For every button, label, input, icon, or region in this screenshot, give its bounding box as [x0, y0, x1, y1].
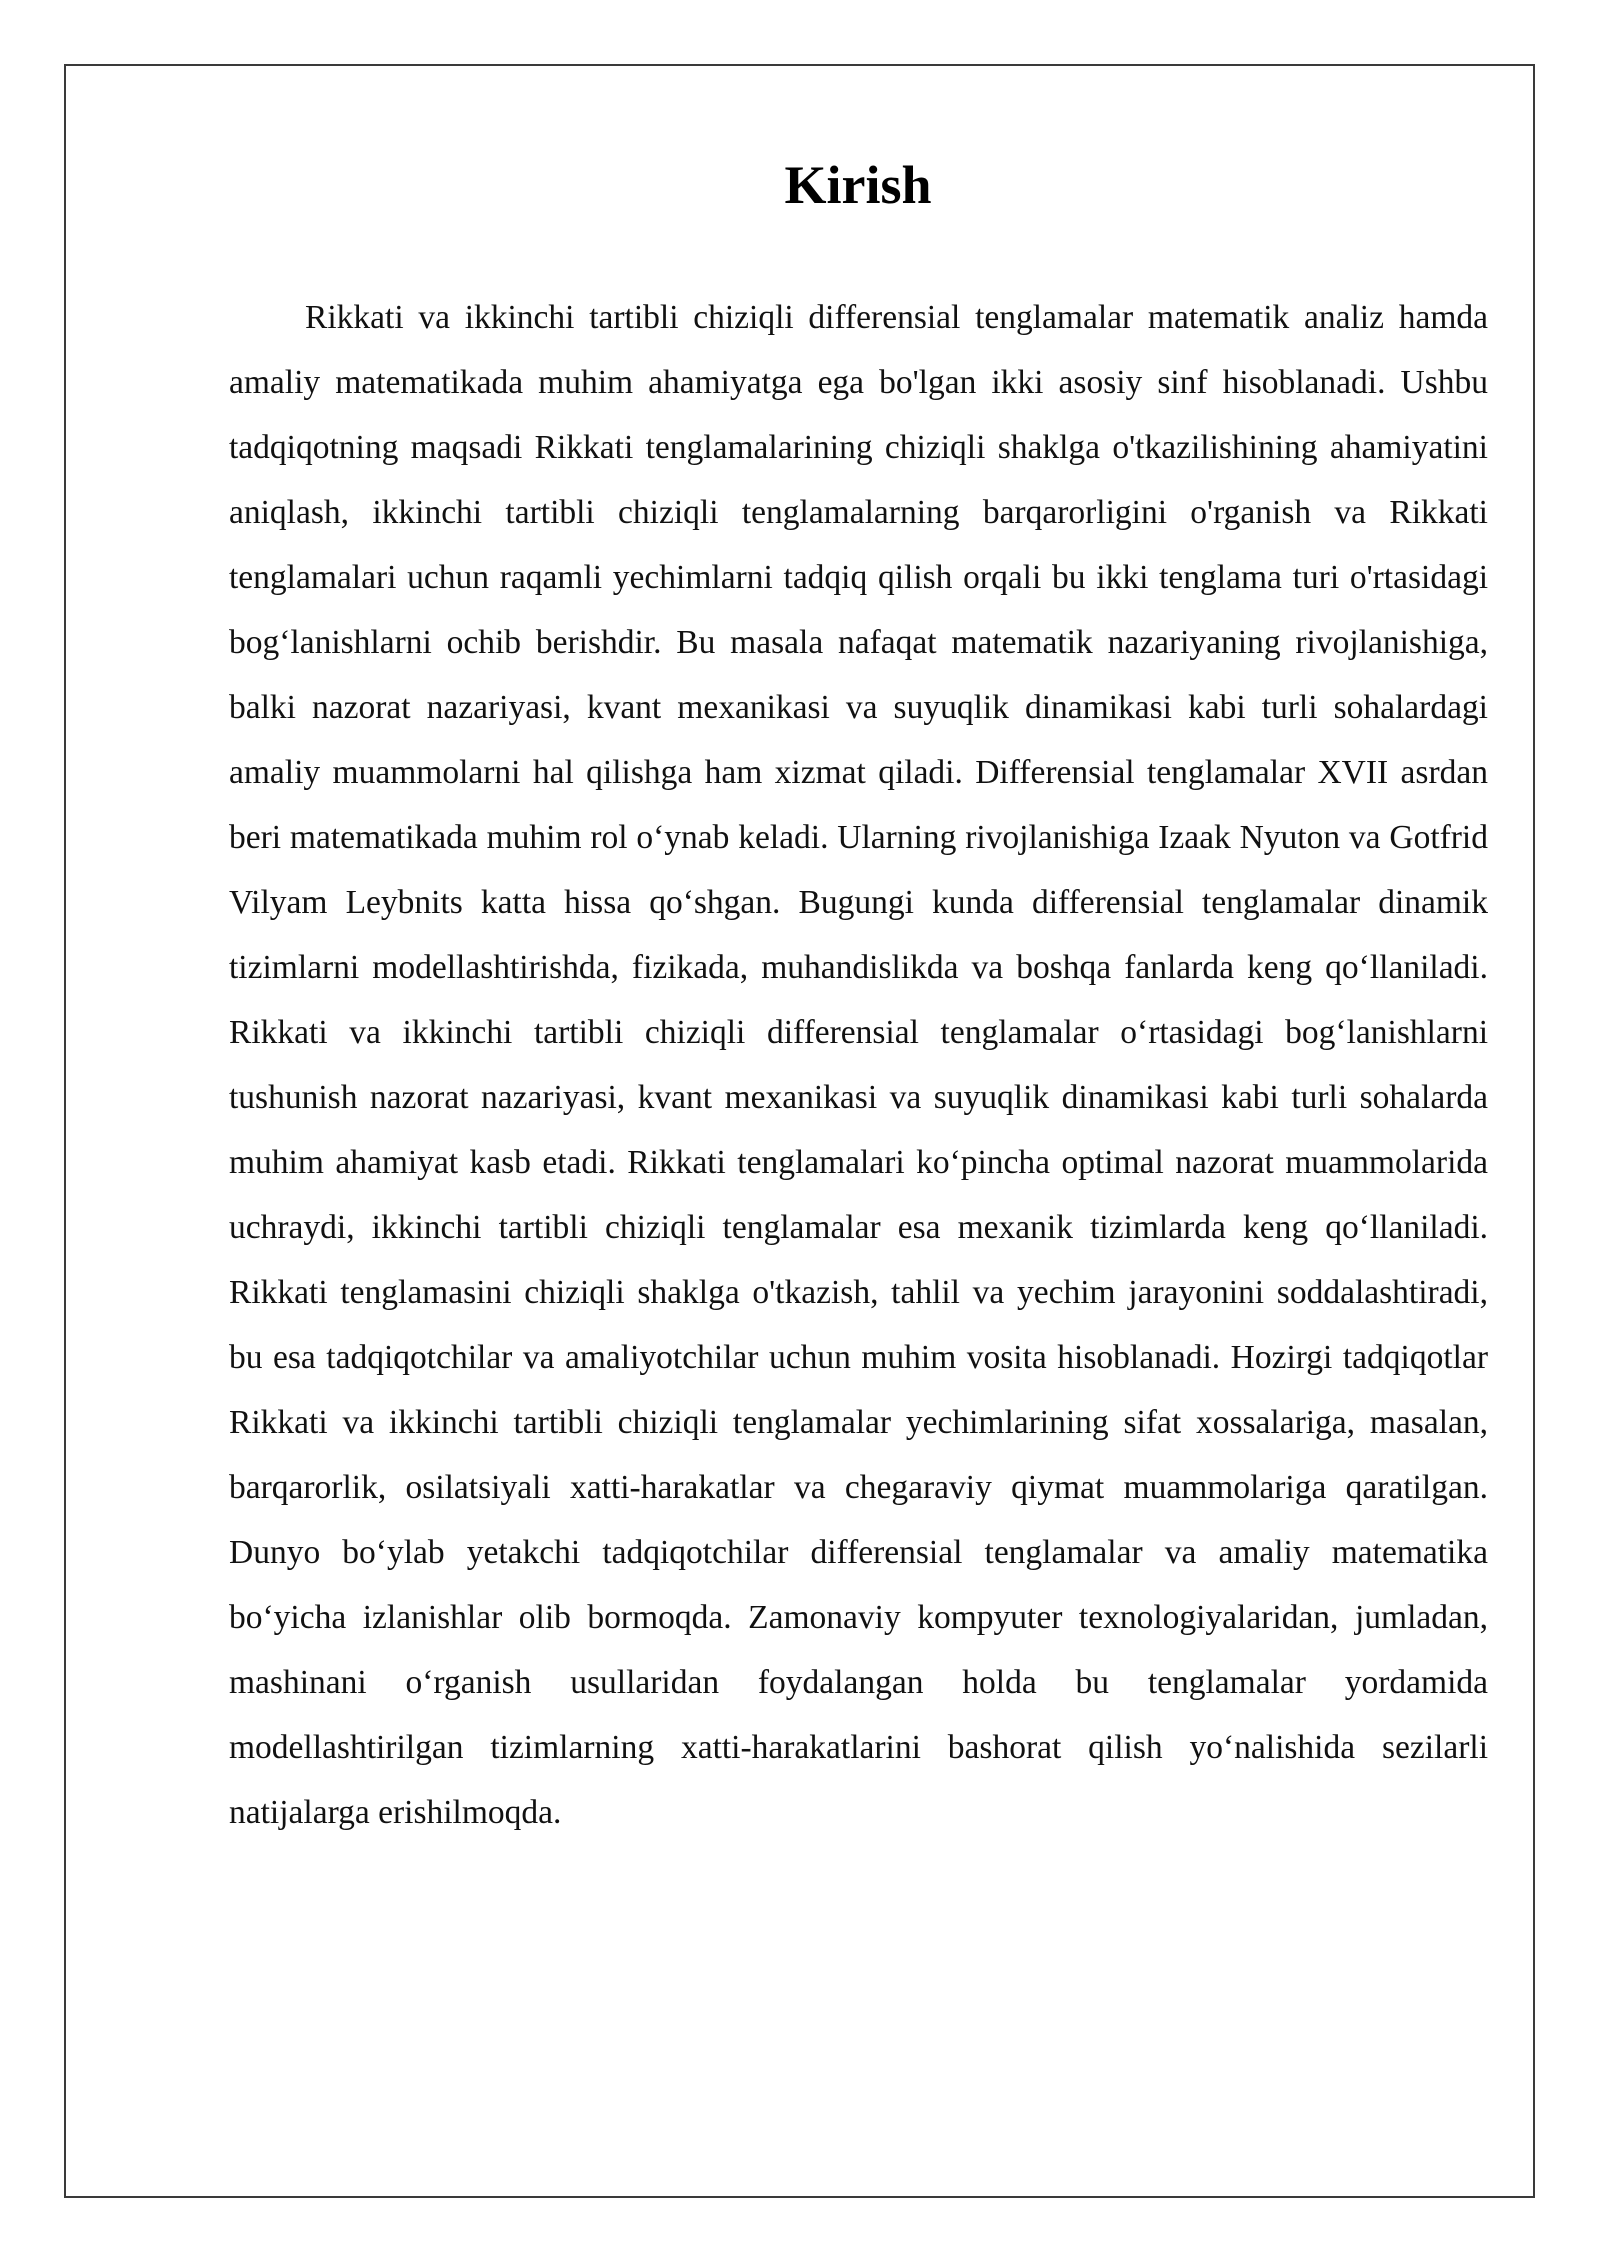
body-paragraph: Rikkati va ikkinchi tartibli chiziqli differensial tenglamalar matematik analiz hamda amaliy matematikada muhim ahamiyatga ega bo'lgan ikki asosiy sinf hisoblanadi. Ushbu tadqiqotning maqsadi Rikkati tenglamalarining chiziqli shaklga o'tkazilishining ahamiyatini aniqlash, ikkinchi tartibli chiziqli tenglamalarning barqarorligini o'rganish va Rikkati tenglamalari uchun raqamli yechimlarni tadqiq qilish orqali bu ikki tenglama turi o'rtasidagi bog‘lanishlarni ochib berishdir. Bu masala nafaqat matematik nazariyaning rivojlanishiga, balki nazorat nazariyasi, kvant mexanikasi va suyuqlik dinamikasi kabi turli sohalardagi amaliy muammolarni hal qilishga ham xizmat qiladi. Differensial tenglamalar XVII asrdan beri matematikada muhim rol o‘ynab keladi. Ularning rivojlanishiga Izaak Nyuton va Gotfrid Vilyam Leybnits katta hissa qo‘shgan. Bugungi kunda differensial tenglamalar dinamik tizimlarni modellashtirishda, fizikada, muhandislikda va boshqa fanlarda keng qo‘llaniladi. Rikkati va ikkinchi tartibli chiziqli differensial tenglamalar o‘rtasidagi bog‘lanishlarni tushunish nazorat nazariyasi, kvant mexanikasi va suyuqlik dinamikasi kabi turli sohalarda muhim ahamiyat kasb etadi. Rikkati tenglamalari ko‘pincha optimal nazorat muammolarida uchraydi, ikkinchi tartibli chiziqli tenglamalar esa mexanik tizimlarda keng qo‘llaniladi. Rikkati tenglamasini chiziqli shaklga o'tkazish, tahlil va yechim jarayonini soddalashtiradi, bu esa tadqiqotchilar va amaliyotchilar uchun muhim vosita hisoblanadi. Hozirgi tadqiqotlar Rikkati va ikkinchi tartibli chiziqli tenglamalar yechimlarining sifat xossalariga, masalan, barqarorlik, osilatsiyali xatti-harakatlar va chegaraviy qiymat muammolariga qaratilgan. Dunyo bo‘ylab yetakchi tadqiqotchilar differensial tenglamalar va amaliy matematika bo‘yicha izlanishlar olib bormoqda. Zamonaviy kompyuter texnologiyalaridan, jumladan, mashinani o‘rganish usullaridan foydalangan holda bu tenglamalar yordamida modellashtirilgan tizimlarning xatti-harakatlarini bashorat qilish yo‘nalishida sezilarli natijalarga erishilmoqda.: [229, 299, 1488, 1831]
page-title: Kirish: [784, 155, 932, 215]
